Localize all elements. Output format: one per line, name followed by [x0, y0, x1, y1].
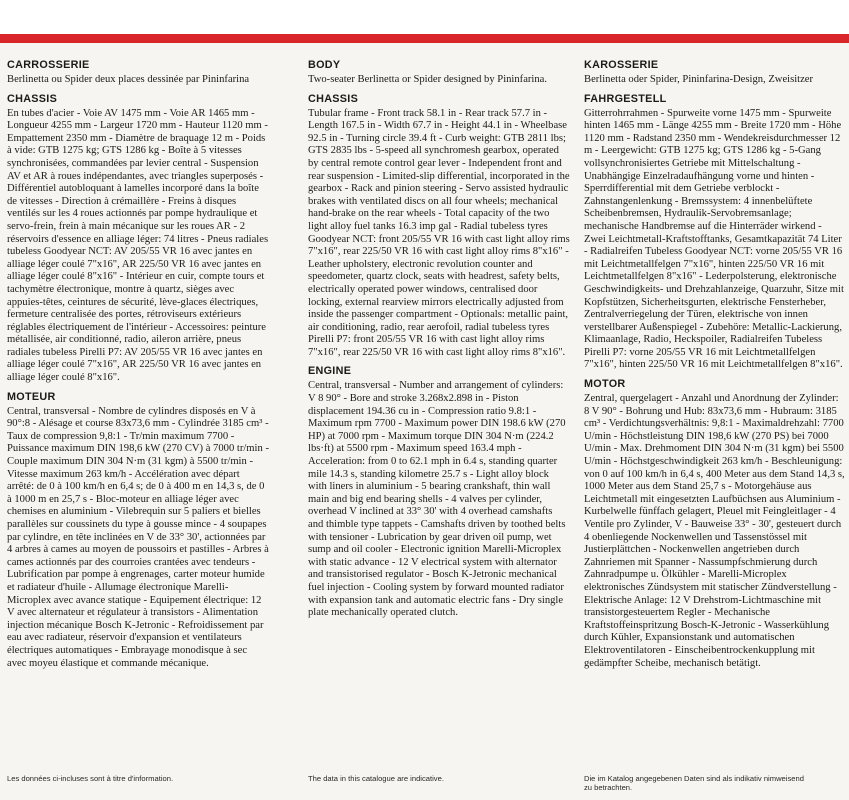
german-body-heading: KAROSSERIE: [584, 59, 659, 71]
french-body-heading: CARROSSERIE: [7, 59, 90, 71]
top-band: [0, 0, 849, 34]
english-chassis-heading: CHASSIS: [308, 92, 359, 105]
french-engine-heading: MOTEUR: [7, 390, 56, 403]
french-chassis-heading: CHASSIS: [7, 92, 58, 105]
french-engine-text: Central, transversal - Nombre de cylindres disposés en V à 90°:8 - Alésage et course 83x73,6 mm - Cylindrée 3185 cm³ - Taux de compression 9,8:1 - Tr/min maximum 7700 - Puissance maximum DIN 198,6 kW (270 CV) à 7000 tr/min - Couple maximum DIN 304 N·m (31 kgm) à 5500 tr/min - Vitesse maximum 263 km/h - Accélération avec départ arrêté: de 0 à 100 km/h en 6,4 s; de 0 à 400 m en 14,3 s, de 0 à 1000 m en 25,7 s - Bloc-moteur en alliage léger avec chemises en aluminium - Vilebrequin sur 5 paliers et bielles parallèles sur coussinets du type à gousse mince - 4 soupapes par cylindre, en tête inclinées en V de 33° 30', actionnées par 4 arbres à cames au moyen de poussoirs et pastilles - Arbres à cames actionnés par des courroies crantées avec tendeurs - Lubrification par pompe à engrenages, carter moteur humide et radiateur d'huile - Allumage électronique Marelli-Microplex avec avance statique - Equipement électrique: 12 V avec alternateur et régulateur à transistors - Alimentation injection mécanique Bosch K-Jetronic - Refroidissement par eau avec radiateur, réservoir d'expansion et ventilateurs électriques automatiques - Embrayage monodisque à sec avec moyeu élastique et commande mécanique.: [7, 405, 269, 669]
german-body-text: Berlinetta oder Spider, Pininfarina-Design, Zweisitzer: [584, 74, 814, 85]
french-footnote: Les données ci-incluses sont à titre d'information.: [7, 774, 174, 783]
english-column: [308, 59, 570, 626]
red-accent-rule: [0, 34, 849, 43]
german-chassis-heading: FAHRGESTELL: [584, 92, 667, 105]
german-footnote: Die im Katalog angegebenen Daten sind als indikativ nimweisend zu betrachten.: [584, 774, 804, 792]
english-engine-heading: ENGINE: [308, 365, 352, 378]
english-body-heading: BODY: [308, 59, 341, 71]
french-column: [7, 59, 269, 676]
french-chassis-text: En tubes d'acier - Voie AV 1475 mm - Voie AR 1465 mm - Longueur 4255 mm - Largeur 1720 mm - Hauteur 1120 mm - Empattement 2350 mm - Diamètre de braquage 12 m - Poids à vide: GTB 1275 kg; GTS 1286 kg - Boîte à 5 vitesses synchronisées, commandées par levier central - Suspension AV et AR à roues indépendantes, avec triangles superposés - Différentiel autobloquant à lamelles incorporé dans la boîte de vitesses - Direction à crémaillère - Freins à disques ventilés sur les 4 roues actionnés par pompe hydraulique et servo-frein, frein à main mécanique sur les roues AR - 2 réservoirs d'essence en alliage léger: 74 litres - Pneus radiales tubeless Goodyear NCT: AV 205/55 VR 16 avec jantes en alliage léger coulé 7"x16", AR 225/50 VR 16 avec jantes en alliage léger coulé 8"x16" - Intérieur en cuir, compte tours et tachymètre électronique, montre à quartz, sièges avec appuies-têtes, ceintures de sécurité, lève-glaces électriques, fermeture centralisée des portes, rétroviseurs extérieurs réglables électriquement de l'intérieur - Accessoires: peinture métallisée, air conditionné, radio, aileron arrière, pneus radiales tubeless Pirelli P7: AV 205/55 VR 16 avec jantes en alliage léger coulé 7"x16", AR 225/50 VR 16 avec jantes en alliage léger coulé 8"x16".: [7, 107, 269, 384]
german-column: [584, 59, 846, 676]
german-engine-heading: MOTOR: [584, 378, 626, 391]
english-footnote: The data in this catalogue are indicative.: [308, 774, 444, 783]
english-chassis-text: Tubular frame - Front track 58.1 in - Rear track 57.7 in - Length 167.5 in - Width 67.7 in - Height 44.1 in - Wheelbase 92.5 in - Turning circle 39.4 ft - Curb weight: GTB 2811 lbs; GTS 2835 lbs - 5-speed all synchromesh gearbox, operated by central remote control gear lever - Independent front and rear suspension - Limited-slip differential, incorporated in the gearbox - Rack and pinion steering - Servo assisted hydraulic brakes with ventilated discs on all four wheels; mechanical hand-brake on the rear wheels - Total capacity of the two light alloy fuel tanks 16.3 imp gal - Radial tubeless tyres Goodyear NCT: front 205/55 VR 16 with cast light alloy rims 7"x16", rear 225/50 VR 16 with cast light alloy rims 8"x16" - Leather upholstery, electronic revolution counter and speedometer, quartz clock, seats with headrest, safety belts, electrically operated power windows, centralised door locking, external rearview mirrors electrically adjusted from inside the passenger compartment - Optionals: metallic paint, air conditioning, radio, rear aerofoil, radial tubeless tyres Pirelli P7: front 205/55 VR 16 with cast light alloy rims 7"x16", rear 225/50 VR 16 with cast light alloy rims 8"x16".: [308, 107, 570, 358]
french-body-text: Berlinetta ou Spider deux places dessinée par Pininfarina: [7, 74, 250, 85]
german-engine-text: Zentral, quergelagert - Anzahl und Anordnung der Zylinder: 8 V 90° - Bohrung und Hub: 83x73,6 mm - Hubraum: 3185 cm³ - Verdichtungsverhältnis: 9,8:1 - Maximaldrehzahl: 7700 U/min - Höchstleistung DIN 198,6 kW (270 PS) bei 7000 U/min - Max. Drehmoment DIN 304 N·m (31 kgm) bei 5500 U/min - Höchstgeschwindigkeit 263 km/h - Beschleunigung: von 0 auf 100 km/h in 6,4 s, 400 Meter aus dem Stand 14,3 s, 1000 Meter aus dem Stand 25,7 s - Motorgehäuse aus Leichtmetall mit eingesetzten Laufbüchsen aus Aluminium - Kurbelwelle fünffach gelagert, Pleuel mit Feingleitlager - 4 Ventile pro Zylinder, V - Bauweise 33° - 30', gesteuert durch 4 obenliegende Nockenwellen und Tassenstössel mit Justierplättchen - Nockenwellen angetrieben durch Zahnriemen mit Spanner - Nassumpfschmierung durch Zahnradpumpe u. Ölkühler - Marelli-Microplex elektronisches Zündsystem mit statischer Zündverstellung - Elektrische Anlage: 12 V Drehstrom-Lichtmaschine mit transistorgesteuertem Regler - Mechanische Kraftstoffeinspritzung Bosch-K-Jetronic - Wasserkühlung durch Kühler, Expansionstank und automatischen Elektroventilatoren - Einscheibentrockenkupplung mit gedämpfter Scheibe, mechanisch betätigt.: [584, 393, 845, 669]
english-engine-text: Central, transversal - Number and arrangement of cylinders: V 8 90° - Bore and stroke 3.268x2.898 in - Piston displacement 194.36 cu in - Compression ratio 9.8:1 - Maximum rpm 7700 - Maximum power DIN 198.6 kW (270 HP) at 7000 rpm - Maximum torque DIN 304 N·m (224.2 lbs·ft) at 5500 rpm - Maximum speed 163.4 mph - Acceleration: from 0 to 62.1 mph in 6.4 s, standing quarter mile 14.3 s, standing kilometre 25.7 s - Light alloy block with liners in aluminium - 5 bearing crankshaft, thin wall main and big end bearing shells - 4 valves per cylinder, overhead V inclined at 33° 30' with 4 overhead camshafts and thimble type tappets - Camshafts driven by toothed belts with tensioner - Lubrication by gear driven oil pump, wet sump and oil cooler - Electronic ignition Marelli-Microplex with static advance - 12 V electrical system with alternator and transistorised regulator - Bosch K-Jetronic mechanical fuel injection - Cooling system by forward mounted radiator with expansion tank and automatic electric fans - Dry single plate mechanically operated clutch.: [308, 380, 566, 619]
english-body-text: Two-seater Berlinetta or Spider designed by Pininfarina.: [308, 74, 548, 85]
german-chassis-text: Gitterrohrrahmen - Spurweite vorne 1475 mm - Spurweite hinten 1465 mm - Länge 4255 mm - Breite 1720 mm - Höhe 1120 mm - Radstand 2350 mm - Wendekreisdurchmesser 12 m - Leergewicht: GTB 1275 kg; GTS 1286 kg - 5-Gang vollsynchronisiertes Getriebe mit Mittelschaltung - Unabhängige Einzelradaufhängung vorne und hinten - Sperrdifferential mit dem Getriebe verblockt - Zahnstangenlenkung - Bremssystem: 4 innenbelüftete Scheibenbremsen, Hydraulik-Servobremsanlage; mechanische Handbremse auf die Hinterräder wirkend - Zwei Leichtmetall-Kraftstofftanks, Gesamtkapazität 74 Liter - Radialreifen Tubeless Goodyear NCT: vorne 205/55 VR 16 mit Leichtmetallfelgen 7"x16", hinten 225/50 VR 16 mit Leichtmetallfelgen 8"x16" - Lederpolsterung, elektronische Geschwindigkeits- und Drehzahlanzeige, Quarzuhr, Sitze mit Kopfstützen, Sicherheitsgurten, elektrische Fensterheber, Zentralverriegelung der Türen, elektrische von innen verstellbarer Außenspiegel - Zubehöre: Metallic-Lackierung, Klimaanlage, Radio, Heckspoiler, Radialreifen Tubeless Pirelli P7: vorne 205/55 VR 16 mit Leichtmetallfelgen 7"x16", hinten 225/50 VR 16 mit Leichtmetallfelgen 8"x16".: [584, 107, 844, 371]
